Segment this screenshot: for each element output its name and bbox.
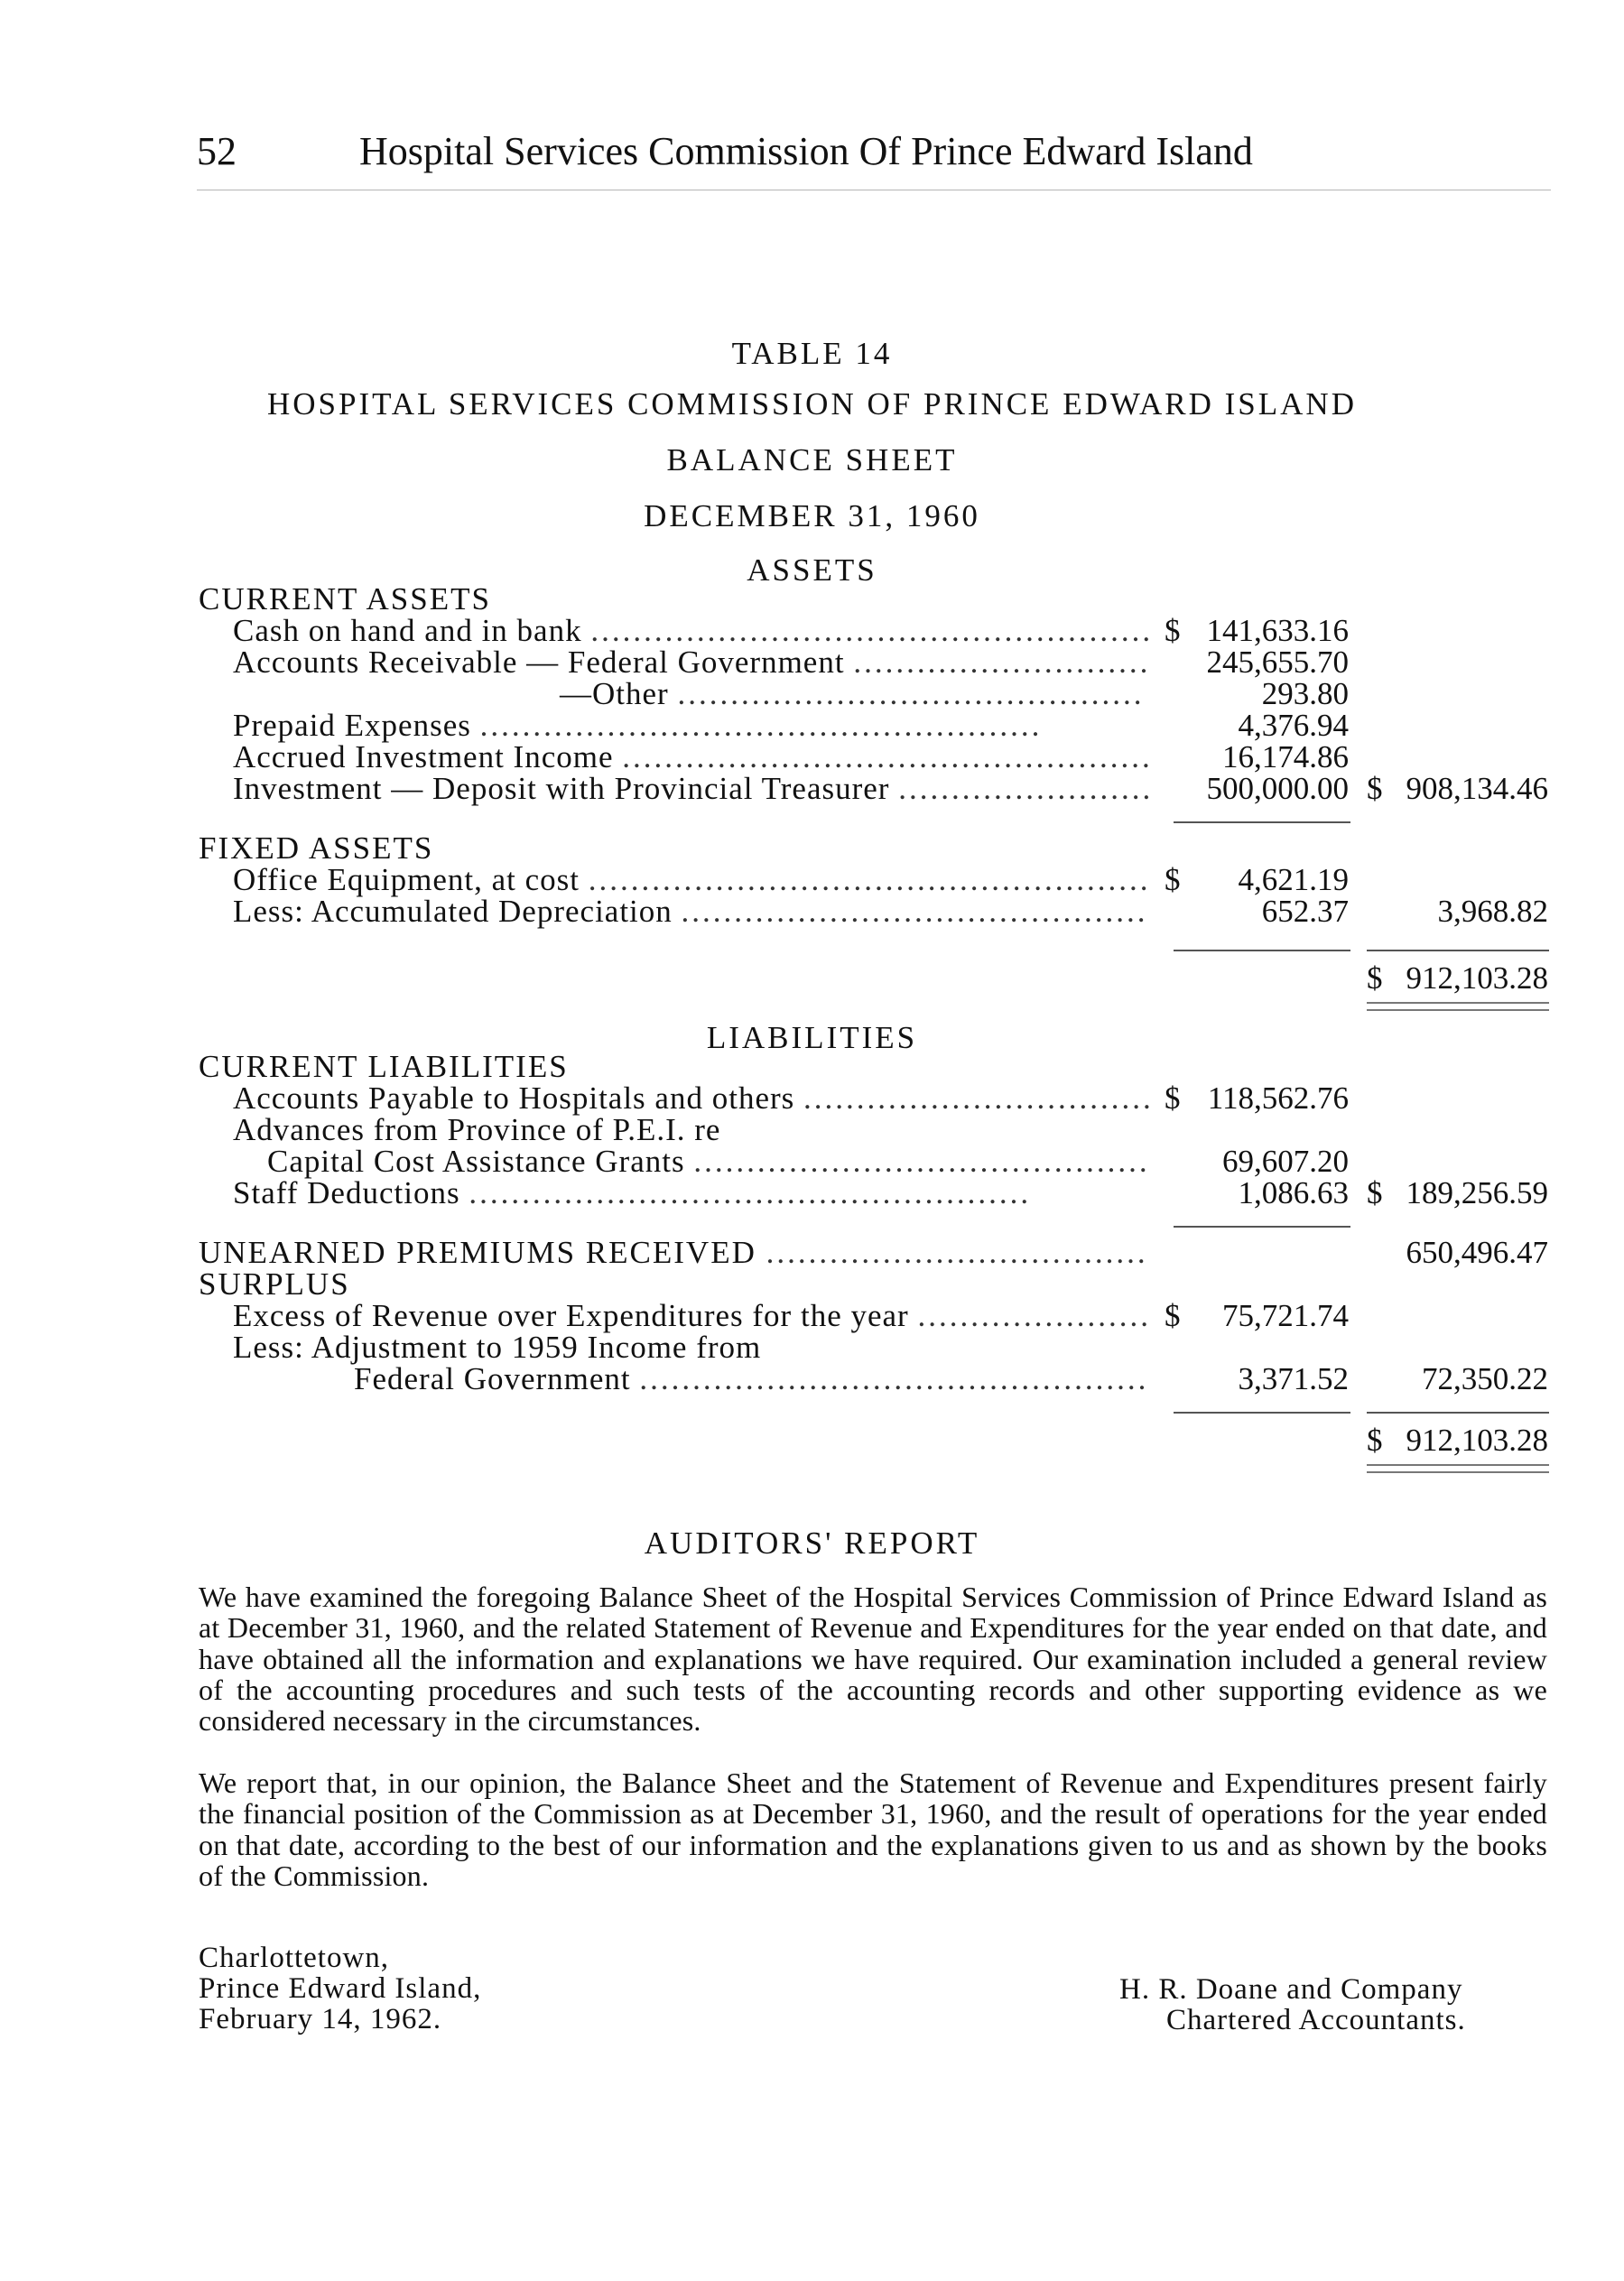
amount: 652.37 xyxy=(1261,894,1349,929)
place-line-1: Charlottetown, xyxy=(199,1942,390,1974)
subtotal: 650,496.47 xyxy=(1406,1235,1548,1270)
subtotal-rule xyxy=(1367,950,1549,951)
current-liabilities-heading-row xyxy=(0,1051,1624,1083)
row-label: Accounts Payable to Hospitals and others ................................. xyxy=(233,1080,1154,1116)
current-assets-heading: CURRENT ASSETS xyxy=(199,581,491,617)
subtotal-rule xyxy=(1174,950,1350,951)
current-assets-heading-row xyxy=(0,583,1624,616)
currency-sign: $ xyxy=(1165,613,1181,648)
liabilities-heading: LIABILITIES xyxy=(706,1020,918,1055)
row-label: Accounts Receivable — Federal Government ............................ xyxy=(233,644,1151,680)
liabilities-grand-total: 912,103.28 xyxy=(1406,1423,1548,1458)
currency-sign: $ xyxy=(1165,1080,1181,1116)
subtotal-rule xyxy=(1174,821,1350,823)
amount: 4,376.94 xyxy=(1238,708,1349,743)
statement-date: DECEMBER 31, 1960 xyxy=(644,498,980,533)
running-title: Hospital Services Commission Of Prince Edward Island xyxy=(359,129,1253,173)
currency-sign: $ xyxy=(1367,771,1383,806)
liability-row-advances xyxy=(0,1145,1624,1178)
liability-row-staff xyxy=(0,1177,1624,1210)
amount: 3,371.52 xyxy=(1238,1361,1349,1396)
subtotal-rule xyxy=(1174,1412,1350,1414)
asset-row-cash xyxy=(0,615,1624,647)
row-label: Office Equipment, at cost ..................................................... xyxy=(233,862,1151,897)
organization-title: HOSPITAL SERVICES COMMISSION OF PRINCE EDWARD ISLAND xyxy=(267,386,1357,422)
subtotal: 189,256.59 xyxy=(1406,1175,1548,1210)
assets-total-row xyxy=(0,962,1624,995)
row-label: Advances from Province of P.E.I. re xyxy=(233,1112,721,1147)
liability-row-payable xyxy=(0,1082,1624,1115)
fixed-assets-heading-row xyxy=(0,832,1624,865)
currency-sign: $ xyxy=(1165,862,1181,897)
fixed-assets-heading: FIXED ASSETS xyxy=(199,830,434,866)
row-label: Less: Adjustment to 1959 Income from xyxy=(233,1330,762,1365)
asset-row-investment xyxy=(0,773,1624,805)
row-label: Prepaid Expenses ..................................................... xyxy=(233,708,1043,743)
auditor-title: Chartered Accountants. xyxy=(1166,2004,1466,2036)
surplus-heading-row xyxy=(0,1268,1624,1301)
amount: 16,174.86 xyxy=(1222,739,1349,774)
amount: 118,562.76 xyxy=(1207,1080,1349,1116)
currency-sign: $ xyxy=(1165,1298,1181,1333)
assets-grand-total: 912,103.28 xyxy=(1406,960,1548,996)
asset-row-depreciation xyxy=(0,895,1624,928)
subtotal-rule xyxy=(1174,1226,1350,1228)
current-liabilities-heading: CURRENT LIABILITIES xyxy=(199,1049,569,1084)
place-line-2: Prince Edward Island, xyxy=(199,1972,482,2005)
liabilities-total-row xyxy=(0,1424,1624,1457)
liability-row-excess xyxy=(0,1300,1624,1332)
row-label: Staff Deductions ..................................................... xyxy=(233,1175,1032,1210)
row-label: Cash on hand and in bank ..................................................... xyxy=(233,613,1154,648)
subtotal: 72,350.22 xyxy=(1422,1361,1548,1396)
liability-row-adjustment-line1 xyxy=(0,1331,1624,1364)
asset-row-prepaid xyxy=(0,709,1624,742)
asset-row-accrued xyxy=(0,741,1624,774)
currency-sign: $ xyxy=(1367,960,1383,996)
liability-row-unearned xyxy=(0,1237,1624,1269)
statement-title: BALANCE SHEET xyxy=(666,442,958,478)
row-label: Federal Government ................................................ xyxy=(354,1361,1149,1396)
amount: 293.80 xyxy=(1261,676,1349,711)
auditors-report-heading: AUDITORS' REPORT xyxy=(644,1525,980,1561)
double-rule xyxy=(1367,1002,1549,1011)
report-date: February 14, 1962. xyxy=(199,2003,442,2035)
double-rule xyxy=(1367,1464,1549,1473)
asset-row-ar-federal xyxy=(0,646,1624,679)
row-label: —Other ............................................ xyxy=(560,676,1145,711)
table-number: TABLE 14 xyxy=(731,336,893,371)
asset-row-ar-other xyxy=(0,678,1624,710)
signature-place-date xyxy=(199,1943,481,2035)
amount: 141,633.16 xyxy=(1206,613,1349,648)
report-paragraph-2: We report that, in our opinion, the Balance Sheet and the Statement of Revenue and Expenditures present fairly the financial position of the Commission as at December 31, 1960, and the result of operations for the year ended on that date, according to the best of our information and the explanations given to us and as shown by the books of the Commission. xyxy=(199,1766,1547,1892)
row-label: Investment — Deposit with Provincial Treasurer ........................ xyxy=(233,771,1154,806)
running-header xyxy=(197,126,1551,177)
row-label: Less: Accumulated Depreciation ............................................ xyxy=(233,894,1148,929)
currency-sign: $ xyxy=(1367,1175,1383,1210)
liability-row-advances-line1 xyxy=(0,1114,1624,1146)
liability-row-adjustment xyxy=(0,1363,1624,1395)
surplus-heading: SURPLUS xyxy=(199,1266,350,1302)
row-label: Accrued Investment Income .................................................. xyxy=(233,739,1153,774)
page-number: 52 xyxy=(197,129,237,173)
report-paragraph-1: We have examined the foregoing Balance Sheet of the Hospital Services Commission of Prince Edward Island as at December 31, 1960, and the related Statement of Revenue and Expenditures for the year ended on that date, and have obtained all the information and explanations we have required. Our examination included a general review of the accounting procedures and such tests of the accounting records and other supporting evidence as we considered necessary in the circumstances. xyxy=(199,1581,1547,1738)
auditor-name: H. R. Doane and Company xyxy=(1119,1973,1463,2006)
currency-sign: $ xyxy=(1367,1423,1383,1458)
subtotal: 908,134.46 xyxy=(1406,771,1548,806)
subtotal-rule xyxy=(1367,1412,1549,1414)
amount: 69,607.20 xyxy=(1222,1144,1349,1179)
assets-heading: ASSETS xyxy=(747,552,877,588)
asset-row-office-equipment xyxy=(0,864,1624,896)
amount: 245,655.70 xyxy=(1206,644,1349,680)
amount: 500,000.00 xyxy=(1206,771,1349,806)
row-label: Capital Cost Assistance Grants ........................................... xyxy=(267,1144,1150,1179)
amount: 75,721.74 xyxy=(1222,1298,1349,1333)
row-label: Excess of Revenue over Expenditures for the year ...................... xyxy=(233,1298,1151,1333)
subtotal: 3,968.82 xyxy=(1437,894,1548,929)
auditor-signature xyxy=(1119,1974,1466,2035)
amount: 1,086.63 xyxy=(1238,1175,1349,1210)
amount: 4,621.19 xyxy=(1238,862,1349,897)
row-label: UNEARNED PREMIUMS RECEIVED .................................... xyxy=(199,1235,1148,1270)
